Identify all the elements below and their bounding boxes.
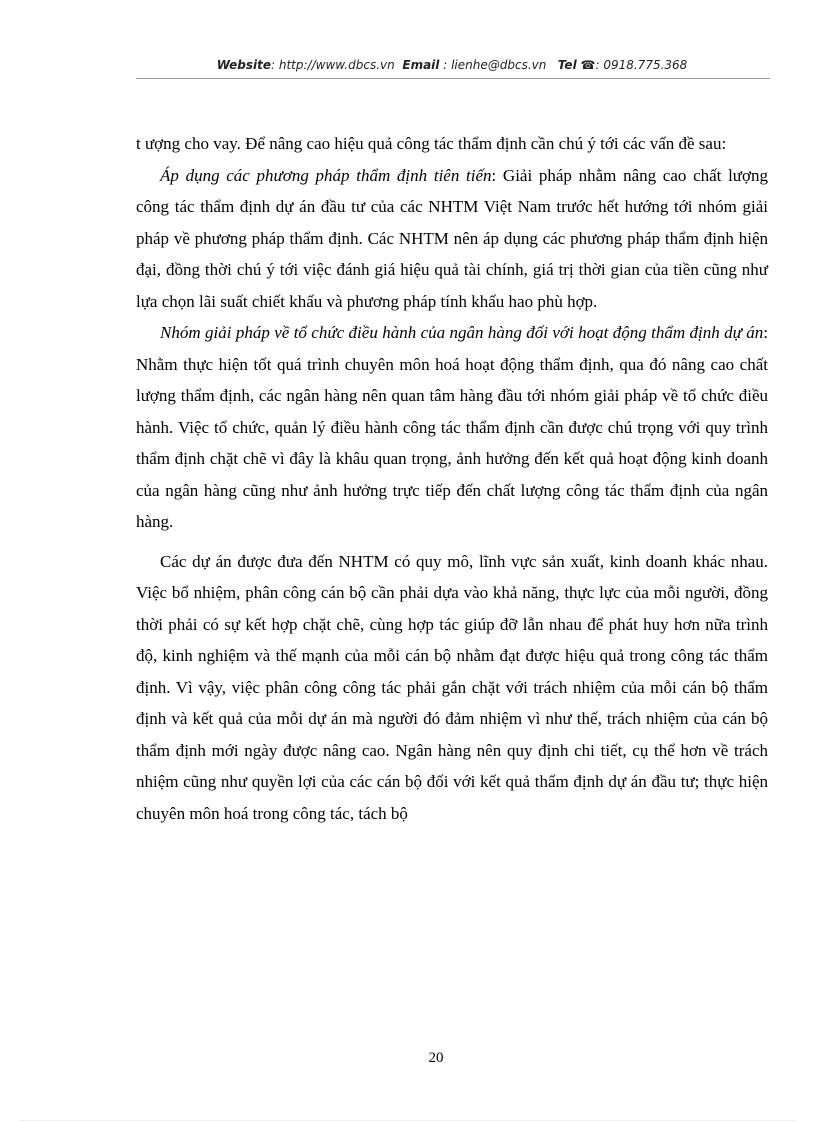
phone-icon: ☎: [580, 58, 596, 72]
email-label: Email: [402, 58, 440, 72]
email-value: : lienhe@dbcs.vn: [443, 58, 547, 72]
tel-value: : 0918.775.368: [595, 58, 688, 72]
page-number: 20: [428, 1050, 444, 1066]
paragraph-3: [136, 317, 768, 538]
paragraph-3-text: : Nhằm thực hiện tốt quá trình chuyên môn hoá hoạt động thẩm định, qua đó nâng cao chất lượng thẩm định, các ngân hàng nên quan tâm hàng đầu tới nhóm giải pháp về tổ chức điều hành. Việc tổ chức, quản lý điều hành công tác thẩm định cần được chú trọng với quy trình thẩm định chặt chẽ vì đây là khâu quan trọng, ảnh hưởng đến kết quả hoạt động kinh doanh của ngân hàng cũng như ảnh hưởng trực tiếp đến chất lượng công tác thẩm định của ngân hàng.: [136, 323, 768, 531]
tel-label: Tel: [557, 58, 577, 72]
paragraph-2: [136, 160, 768, 318]
website-label: Website: [216, 58, 272, 72]
header-divider: [136, 78, 770, 79]
paragraph-1: t ượng cho vay. Để nâng cao hiệu quả công tác thẩm định cần chú ý tới các vấn đề sau:: [136, 134, 727, 153]
paragraph-2-heading: Áp dụng các phương pháp thẩm định tiên tiến: [160, 165, 492, 185]
paragraph-2-text: : Giải pháp nhằm nâng cao chất lượng công tác thẩm định dự án đầu tư của các NHTM Việt Nam trước hết hướng tới nhóm giải pháp về phương pháp thẩm định. Các NHTM nên áp dụng các phương pháp thẩm định hiện đại, đồng thời chú ý tới việc đánh giá hiệu quả tài chính, giá trị thời gian của tiền cũng như lựa chọn lãi suất chiết khấu và phương pháp tính khấu hao phù hợp.: [136, 165, 768, 311]
footer-divider: [20, 1120, 796, 1121]
page-header: [136, 58, 768, 72]
paragraph-3-heading: Nhóm giải pháp về tổ chức điều hành của ngân hàng đối với hoạt động thẩm định dự án: [160, 323, 764, 342]
page-body: [136, 128, 768, 829]
paragraph-4: Các dự án được đưa đến NHTM có quy mô, lĩnh vực sản xuất, kinh doanh khác nhau. Việc bổ nhiệm, phân công cán bộ cần phải dựa vào khả năng, thực lực của mỗi người, đồng thời phải có sự kết hợp chặt chẽ, cùng hợp tác giúp đỡ lẫn nhau để phát huy hơn nữa trình độ, kinh nghiệm và thế mạnh của mỗi cán bộ nhằm đạt được hiệu quả trong công tác thẩm định. Vì vậy, việc phân công công tác phải gắn chặt với trách nhiệm của mỗi cán bộ thẩm định và kết quả của mỗi dự án mà người đó đảm nhiệm vì như thế, trách nhiệm của cán bộ thẩm định mới ngày được nâng cao. Ngân hàng nên quy định chi tiết, cụ thể hơn về trách nhiệm cũng như quyền lợi của các cán bộ đối với kết quả thẩm định dự án đầu tư; thực hiện chuyên môn hoá trong công tác, tách bộ: [136, 551, 768, 823]
website-value: : http://www.dbcs.vn: [271, 58, 395, 72]
